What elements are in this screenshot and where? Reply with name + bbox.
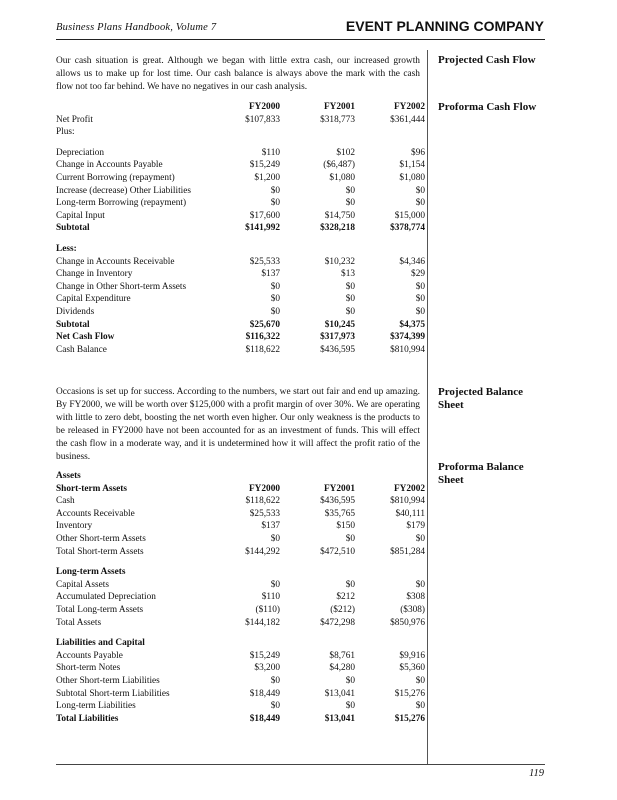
- table-row: Long-term Borrowing (repayment) $0 $0 $0: [56, 198, 425, 209]
- header-rule: [56, 39, 545, 40]
- page-number: 119: [529, 768, 544, 779]
- table-row: Subtotal Short-term Liabilities $18,449 $13,041 $15,276: [56, 688, 425, 699]
- table-row: Capital Assets $0 $0 $0: [56, 579, 425, 590]
- table-row: Other Short-term Assets $0 $0 $0: [56, 533, 425, 544]
- table-row: Cash $118,622 $436,595 $810,994: [56, 496, 425, 507]
- column-divider: [427, 50, 428, 764]
- cash-balance-row: Cash Balance $118,622 $436,595 $810,994: [56, 344, 425, 355]
- company-name: EVENT PLANNING COMPANY: [345, 18, 544, 34]
- table-row: Total Long-term Assets ($110) ($212) ($308): [56, 604, 425, 615]
- subtotal-row: Subtotal $141,992 $328,218 $378,774: [56, 223, 425, 234]
- side-heading-proforma-cash-flow: Proforma Cash Flow: [438, 101, 537, 113]
- book-title: Business Plans Handbook, Volume 7: [56, 22, 217, 33]
- table-row: Other Short-term Liabilities $0 $0 $0: [56, 675, 425, 686]
- footer-rule: [56, 764, 545, 765]
- table-row: Total Assets $144,182 $472,298 $850,976: [56, 617, 425, 628]
- table-row: Change in Other Short-term Assets $0 $0 $0: [56, 281, 425, 292]
- table-row: Depreciation $110 $102 $96: [56, 147, 425, 158]
- section-heading: Long-term Assets: [56, 567, 126, 578]
- table-row: Dividends $0 $0 $0: [56, 306, 425, 317]
- table-row: Less:: [56, 243, 77, 254]
- table-row: Capital Input $17,600 $14,750 $15,000: [56, 210, 425, 221]
- table-row: Accounts Payable $15,249 $8,761 $9,916: [56, 650, 425, 661]
- section-heading: Assets: [56, 471, 81, 481]
- side-heading-projected-cash-flow: Projected Cash Flow: [438, 54, 536, 66]
- table-row: Capital Expenditure $0 $0 $0: [56, 294, 425, 305]
- table-row: Short-term Notes $3,200 $4,280 $5,360: [56, 663, 425, 674]
- table-row: Total Short-term Assets $144,292 $472,510 $851,284: [56, 546, 425, 557]
- table-row: Plus:: [56, 127, 75, 138]
- table-row: Inventory $137 $150 $179: [56, 521, 425, 532]
- table-row: Long-term Liabilities $0 $0 $0: [56, 701, 425, 712]
- table-row: Increase (decrease) Other Liabilities $0 $0 $0: [56, 185, 425, 196]
- total-liabilities-row: Total Liabilities $18,449 $13,041 $15,276: [56, 713, 425, 724]
- net-cash-flow-row: Net Cash Flow $116,322 $317,973 $374,399: [56, 332, 425, 343]
- proforma-cash-flow-table: [56, 101, 425, 356]
- table-header-row: Short-term Assets FY2000 FY2001 FY2002: [56, 483, 425, 494]
- section-heading: Liabilities and Capital: [56, 638, 145, 649]
- balance-sheet-paragraph: Occasions is set up for success. According to the numbers, we start out fair and end up amazing. By FY2000, we will be worth over $125,000 with a profit margin of over 30%. We are operating with little to zero debt, boosting the net worth even higher. Our only weakness is the products to be released in FY2000 have not been accounted for as an investment of funds. This will effect the cash flow in a moderate way, and it is undetermined how it will affect the profit ratio of the business.: [56, 387, 420, 462]
- subtotal-row: Subtotal $25,670 $10,245 $4,375: [56, 319, 425, 330]
- side-heading-proforma-balance-sheet: Proforma Balance Sheet: [438, 461, 524, 486]
- table-row: Change in Accounts Receivable $25,533 $10,232 $4,346: [56, 256, 425, 267]
- table-header-row: FY2000 FY2001 FY2002: [249, 102, 425, 112]
- side-heading-projected-balance-sheet: Projected Balance Sheet: [438, 386, 524, 411]
- table-row: Change in Inventory $137 $13 $29: [56, 269, 425, 280]
- cash-situation-paragraph: Our cash situation is great. Although we began with little extra cash, our increased growth allows us to make up for lost time. Our cash balance is always above the mark with the cash flow not too far behind. We have no negatives in our cash analysis.: [56, 56, 420, 92]
- table-row: Current Borrowing (repayment) $1,200 $1,080 $1,080: [56, 172, 425, 183]
- table-row: Net Profit $107,833 $318,773 $361,444: [56, 114, 425, 125]
- proforma-balance-sheet-table: [56, 470, 425, 725]
- table-row: Change in Accounts Payable $15,249 ($6,487) $1,154: [56, 160, 425, 171]
- table-row: Accounts Receivable $25,533 $35,765 $40,111: [56, 508, 425, 519]
- table-row: Accumulated Depreciation $110 $212 $308: [56, 592, 425, 603]
